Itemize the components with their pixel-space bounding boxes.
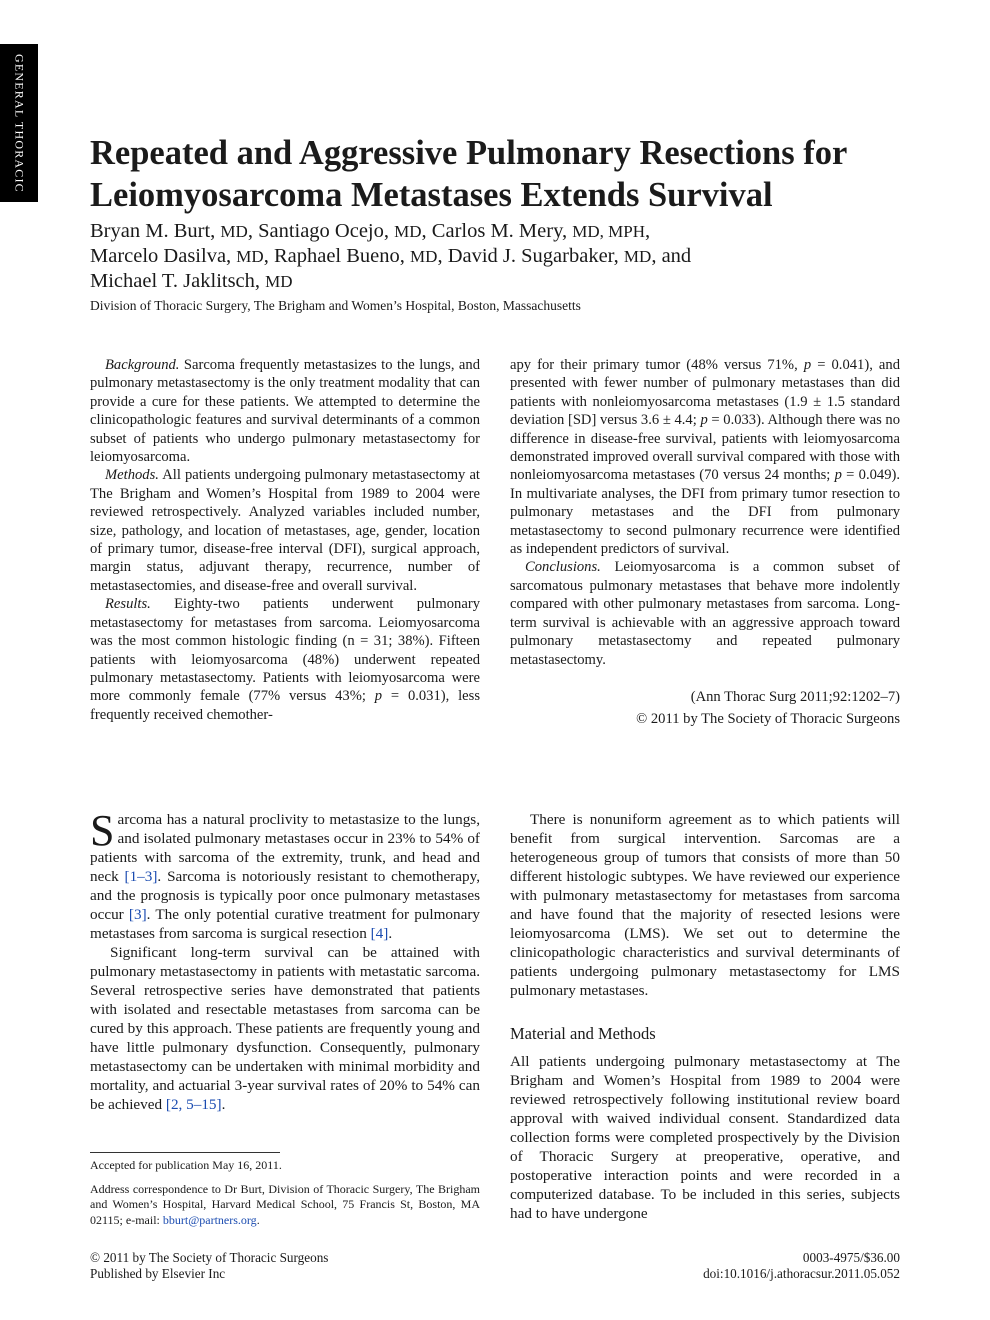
- section-heading: Material and Methods: [510, 1024, 656, 1043]
- author-name: , Carlos M. Mery,: [421, 220, 573, 242]
- author-degree: MD: [410, 247, 438, 266]
- p-value-symbol: p: [803, 357, 812, 373]
- body-left-column: [90, 806, 480, 1114]
- author-degree: MD: [623, 247, 652, 266]
- footer-publisher: Published by Elsevier Inc: [90, 1266, 226, 1281]
- results-text: = 0.033). Although there was no difference in disease-free survival, patients with leiomyosarcoma demonstrated improved overall survival compared with those with nonleiomyosarcoma metastases (70 versus 24 months;: [510, 412, 900, 484]
- results-text: = 0.041), and presented with fewer number of pulmonary metastases than did patients with nonleiomyosarcoma metastases (1.9 ± 1.5 standard deviation [SD] versus 3.6 ± 4.4;: [510, 357, 901, 429]
- citation-reference: (Ann Thorac Surg 2011;92:1202–7): [690, 688, 900, 705]
- title-line-1: Repeated and Aggressive Pulmonary Resections for: [90, 134, 848, 172]
- paragraph-text: . The only potential curative treatment for pulmonary metastases from sarcoma is surgical resection: [90, 906, 480, 942]
- reference-link[interactable]: [1–3]: [124, 868, 158, 885]
- reference-link[interactable]: [4]: [370, 925, 389, 942]
- background-label: Background.: [105, 357, 180, 373]
- p-value-symbol: p: [834, 467, 842, 484]
- author-list: [90, 219, 910, 294]
- affiliation: Division of Thoracic Surgery, The Brigham and Women’s Hospital, Boston, Massachusetts: [90, 298, 581, 313]
- body-right-column: [510, 810, 900, 1223]
- reference-link[interactable]: [3]: [128, 906, 147, 923]
- p-value-symbol: p: [374, 688, 383, 705]
- footer-doi[interactable]: doi:10.1016/j.athoracsur.2011.05.052: [703, 1266, 900, 1281]
- accepted-note: Accepted for publication May 16, 2011.: [90, 1158, 282, 1172]
- journal-citation: [510, 686, 900, 730]
- author-separator: , and: [651, 245, 692, 267]
- author-line-1: [90, 219, 910, 244]
- author-name: , Santiago Ocejo,: [247, 220, 395, 242]
- author-degree: MD: [220, 222, 248, 241]
- page-footer-left: [90, 1250, 328, 1282]
- author-degree: MD, MPH: [572, 222, 645, 241]
- abstract-background: [90, 356, 480, 466]
- abstract-left-column: [90, 356, 480, 724]
- conclusions-label: Conclusions.: [525, 559, 601, 576]
- section-tab-label: GENERAL THORACIC: [12, 53, 27, 193]
- body-paragraph: [90, 806, 480, 943]
- methods-text: All patients undergoing pulmonary metastasectomy at The Brigham and Women’s Hospital from 1989 to 2004 were reviewed retrospectively. Analyzed variables included number, size, pathology, and location of metastases, age, gender, location of primary tumor, disease-free interval (DFI), surgical approach, margin status, adjuvant therapy, recurrence, number of metastasectomies, and disease-free and overall survival.: [90, 467, 480, 594]
- footer-issn: 0003-4975/$36.00: [802, 1250, 900, 1265]
- results-text: = 0.031), less frequently received chemother-: [90, 688, 480, 723]
- section-tab: [0, 44, 38, 202]
- footnote-divider: [90, 1152, 280, 1153]
- body-paragraph: All patients undergoing pulmonary metastasectomy at The Brigham and Women’s Hospital from 1989 to 2004 were reviewed retrospectively following institutional review board approval with waived individual consent. Standardized data collection forms were completed prospectively by the Division of Thoracic Surgery at preoperative, operative, and postoperative interaction points and were recorded in a computerized database. To be included in this series, subjects had to have undergone: [510, 1053, 900, 1222]
- conclusions-text: Leiomyosarcoma is a common subset of sarcomatous pulmonary metastases that behave more indolently compared with other pulmonary metastases from sarcoma. Long-term survival is achievable with an aggressive approach toward pulmonary metastasectomy and repeated pulmonary metastasectomy.: [510, 559, 900, 668]
- author-name: , Raphael Bueno,: [263, 245, 411, 267]
- correspondence-text: .: [256, 1212, 260, 1227]
- title-line-2: Leiomyosarcoma Metastases Extends Survival: [90, 176, 773, 214]
- drop-cap: S: [90, 806, 115, 855]
- body-paragraph: There is nonuniform agreement as to which patients will benefit from surgical intervention. Sarcomas are a heterogeneous group of tumors that consists of more than 50 different histologic subtypes. We have reviewed our experience with pulmonary metastasectomy for metastases from sarcoma and have found that the majority of resected lesions were leiomyosarcoma (LMS). We set out to determine the clinicopathologic characteristics and survival determinants of patients undergoing pulmonary metastasectomy for LMS pulmonary metastases.: [510, 811, 900, 999]
- paragraph-text: arcoma has a natural proclivity to metastasize to the lungs, and isolated pulmonary metastases occur in 23% to 54% of patients with sarcoma of the extremity, trunk, and head and neck: [90, 811, 480, 885]
- citation-copyright: © 2011 by The Society of Thoracic Surgeons: [636, 710, 900, 727]
- abstract-right-column: [510, 356, 900, 730]
- author-line-3: [90, 269, 910, 294]
- footnotes: [90, 1158, 480, 1236]
- paragraph-text: .: [221, 1096, 226, 1113]
- body-paragraph: [90, 943, 480, 1114]
- reference-link[interactable]: [2, 5–15]: [165, 1096, 222, 1113]
- author-separator: ,: [645, 220, 651, 242]
- correspondence-note: [90, 1182, 480, 1229]
- p-value-symbol: p: [700, 412, 708, 429]
- author-name: Bryan M. Burt,: [90, 220, 221, 242]
- email-link[interactable]: bburt@partners.org: [162, 1212, 257, 1227]
- results-label: Results.: [105, 596, 151, 613]
- page-footer-right: [600, 1250, 900, 1282]
- paragraph-text: .: [388, 925, 393, 942]
- author-name: Michael T. Jaklitsch,: [90, 270, 266, 292]
- abstract-results-continued: [510, 356, 900, 558]
- author-line-2: [90, 244, 910, 269]
- author-name: , David J. Sugarbaker,: [437, 245, 624, 267]
- methods-label: Methods.: [105, 467, 159, 484]
- abstract-conclusions: [510, 558, 900, 668]
- paragraph-text: Significant long-term survival can be attained with pulmonary metastasectomy in patients with metastatic sarcoma. Several retrospective series have demonstrated that patients with isolated and resectable metastases from sarcoma can be cured by this approach. These patients are frequently young and have little pulmonary dysfunction. Consequently, pulmonary metastasectomy can be undertaken with minimal morbidity and mortality, and actuarial 3-year survival rates of 20% to 54% can be achieved: [90, 944, 480, 1113]
- author-degree: MD: [265, 272, 293, 291]
- background-text: Sarcoma frequently metastasizes to the lungs, and pulmonary metastasectomy is the only treatment modality that can provide a cure for these patients. We attempted to determine the clinicopathologic features and survival determinants of a common subset of patients who undergo pulmonary metastasectomy for leiomyosarcoma.: [90, 357, 480, 466]
- author-degree: MD: [394, 222, 422, 241]
- results-text: apy for their primary tumor (48% versus 71%,: [510, 357, 804, 373]
- results-text: Eighty-two patients underwent pulmonary metastasectomy for metastases from sarcoma. Leiomyosarcoma was the most common histologic finding (n = 31; 38%). Fifteen patients with leiomyosarcoma (48%) underwent repeated pulmonary metastasectomy. Patients with leiomyosarcoma were more commonly female (77% versus 43%;: [90, 596, 480, 705]
- abstract-results: [90, 595, 480, 724]
- abstract-methods: [90, 466, 480, 595]
- paragraph-text: . Sarcoma is notoriously resistant to chemotherapy, and the prognosis is typically poor once pulmonary metastases occur: [90, 868, 480, 923]
- results-text: = 0.049). In multivariate analyses, the DFI from primary tumor resection to pulmonary metastases and the DFI from pulmonary metastasectomy to second pulmonary recurrence were identified as independent predictors of survival.: [510, 467, 900, 558]
- author-degree: MD: [236, 247, 264, 266]
- article-title: [90, 132, 930, 216]
- author-name: Marcelo Dasilva,: [90, 245, 237, 267]
- correspondence-text: Address correspondence to Dr Burt, Division of Thoracic Surgery, The Brigham and Women’s Hospital, Harvard Medical School, 75 Francis St, Boston, MA 02115; e-mail:: [90, 1181, 480, 1227]
- footer-copyright: © 2011 by The Society of Thoracic Surgeons: [90, 1250, 329, 1265]
